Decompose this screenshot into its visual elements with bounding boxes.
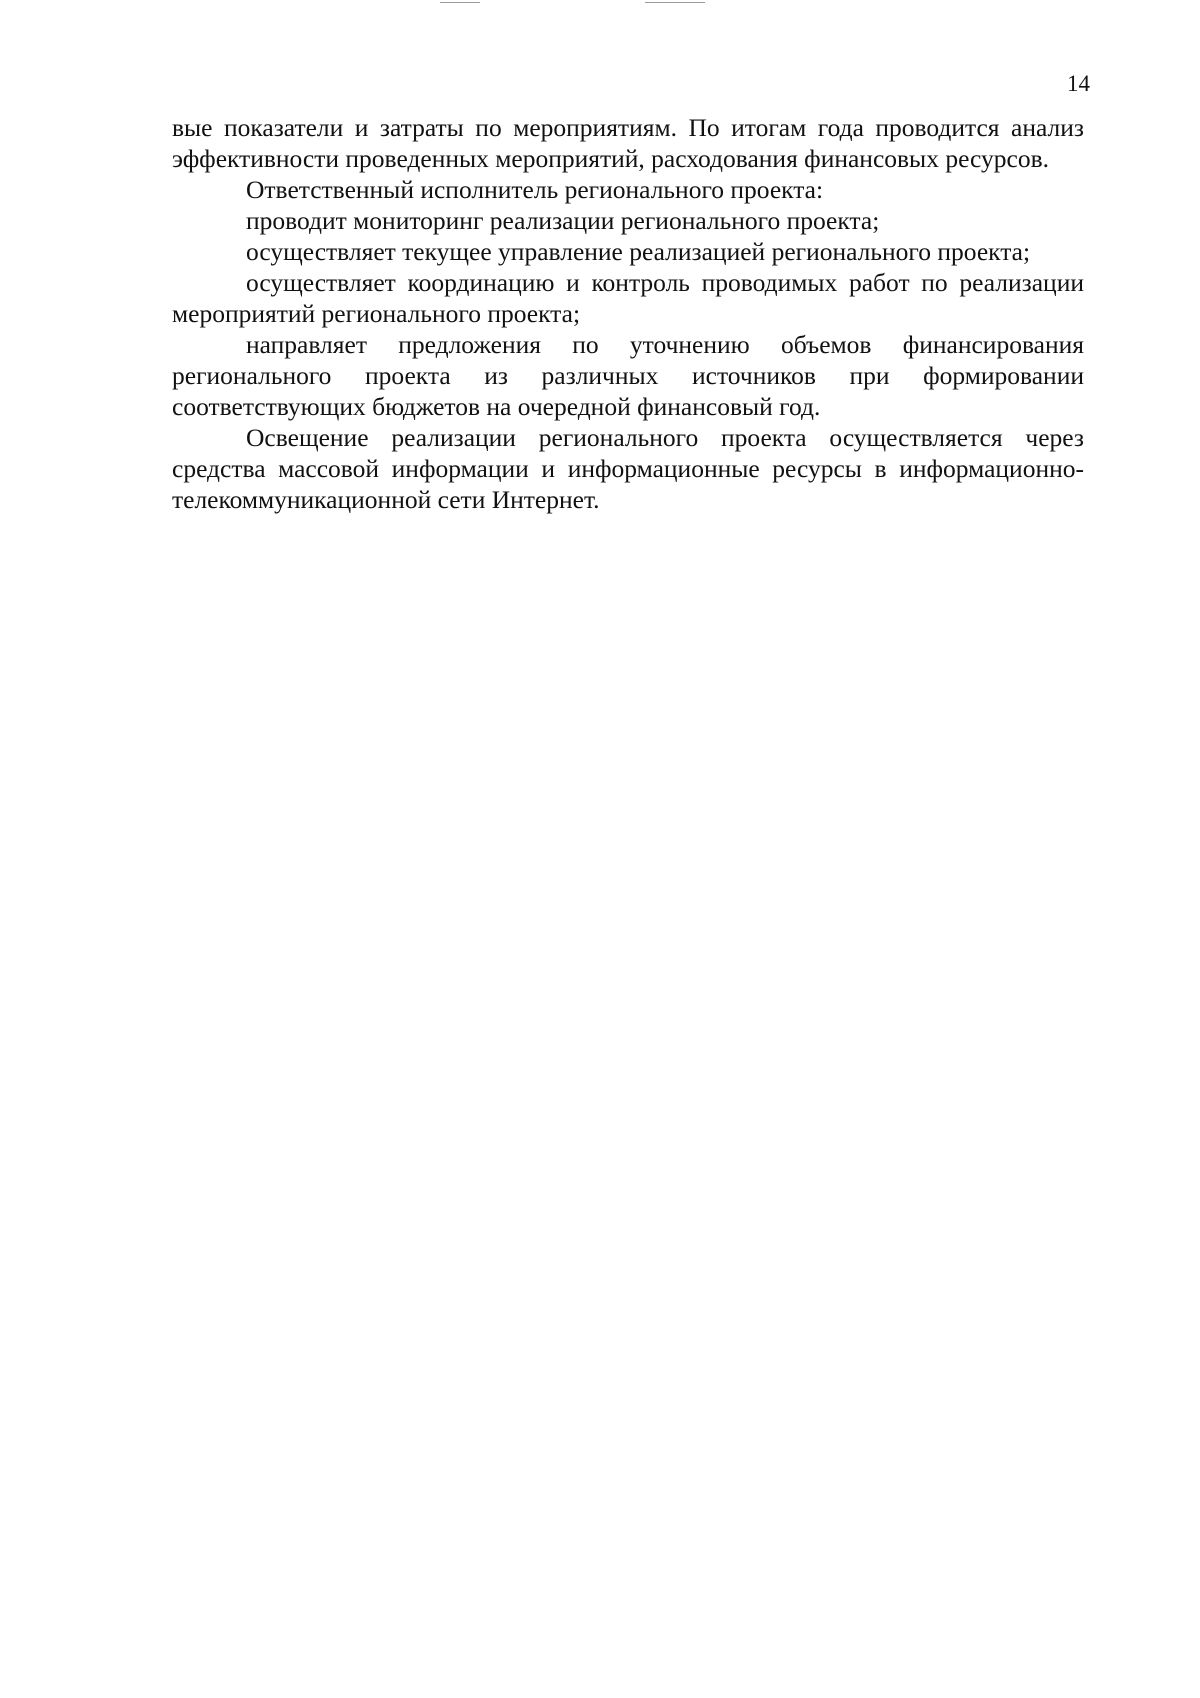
paragraph: Ответственный исполнитель регионального проекта:: [246, 175, 824, 204]
paragraph: проводит мониторинг реализации регионального проекта;: [246, 206, 880, 235]
body-text: [172, 112, 1084, 515]
paragraph: направляет предложения по уточнению объемов финансирования регионального проекта из различных источников при формировании соответствующих бюджетов на очередной финансовый год.: [172, 330, 1084, 421]
scan-artifact: [440, 2, 480, 3]
paragraph: осуществляет текущее управление реализацией регионального проекта;: [246, 237, 1031, 266]
scan-artifact: [645, 2, 705, 3]
paragraph: вые показатели и затраты по мероприятиям. По итогам года проводится анализ эффективности проведенных мероприятий, расходования финансовых ресурсов.: [172, 113, 1084, 173]
page-number: 14: [1067, 71, 1090, 96]
paragraph: осуществляет координацию и контроль проводимых работ по реализации мероприятий регионального проекта;: [172, 268, 1084, 328]
paragraph: Освещение реализации регионального проекта осуществляется через средства массовой информации и информационные ресурсы в информационно-телекоммуникационной сети Интернет.: [172, 423, 1084, 514]
